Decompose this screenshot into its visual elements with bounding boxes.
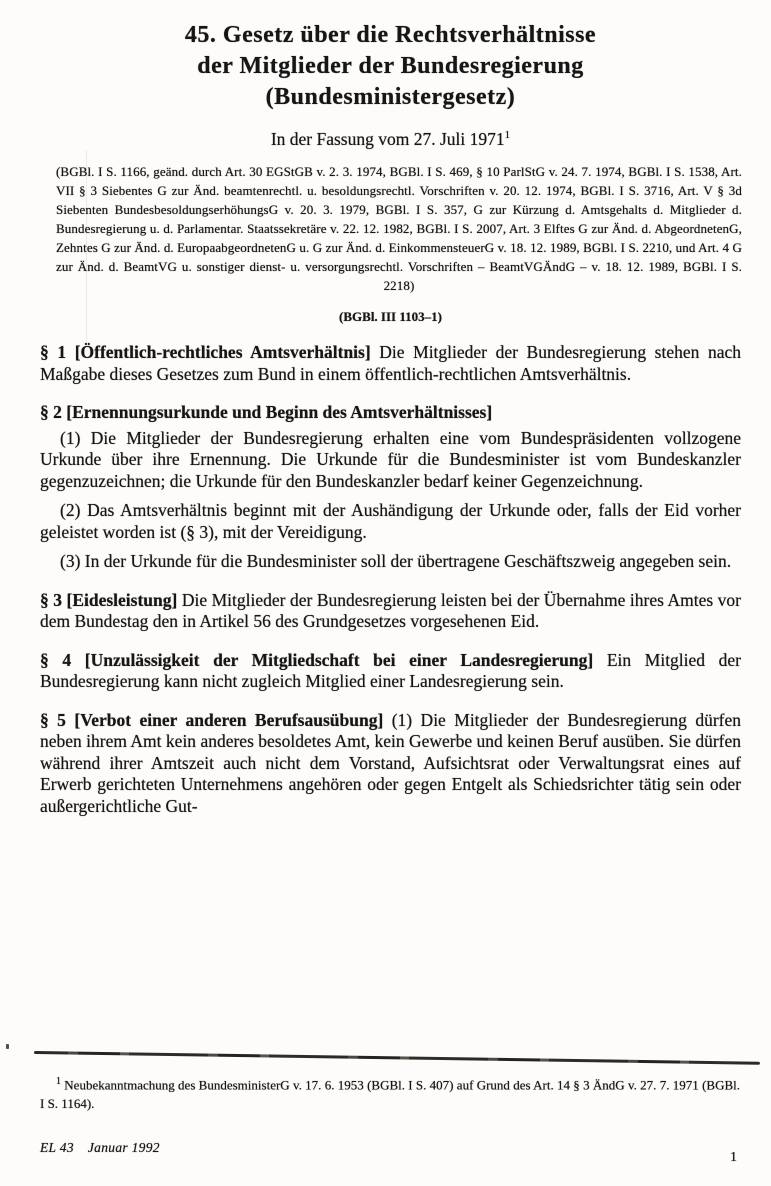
section-5-number: § 5 [40, 709, 66, 730]
footnote-reference-mark: 1 [504, 129, 511, 142]
law-title-line-1: 45. Gesetz über die Rechtsverhältnisse [184, 22, 597, 48]
footnote-number: 1 [56, 1076, 61, 1087]
scan-fold-artifact [86, 150, 87, 345]
section-3-text: Die Mitglieder der Bundesregierung leisten bei der Übernahme ihres Amtes vor dem Bundestag den in Artikel 56 des Grundgesetzes vorgesehenen Eid. [40, 589, 741, 631]
section-1-heading: [Öffentlich-rechtliches Amtsverhältnis] [74, 342, 371, 362]
footnote-text: Neubekanntmachung des BundesministerG v. 17. 6. 1953 (BGBl. I S. 407) auf Grund des Art. 14 § 3 ÄndG v. 27. 7. 1971 (BGBl. I S. 1164). [40, 1077, 740, 1112]
scan-speck-artifact [6, 1044, 9, 1049]
edition-date: Januar 1992 [87, 1140, 160, 1155]
section-2-heading: [Ernennungsurkunde und Beginn des Amtsverhältnisses] [66, 402, 493, 422]
section-4-text: Ein Mitglied der Bundesregierung kann nicht zugleich Mitglied einer Landesregierung sein. [40, 649, 742, 691]
section-4-number: § 4 [40, 649, 72, 670]
section-5 [40, 710, 741, 818]
bgbl-classification: (BGBl. III 1103–1) [339, 309, 442, 324]
footnote-separator-line [34, 1051, 760, 1065]
section-5-heading: [Verbot einer anderen Berufsausübung] [74, 709, 384, 730]
edition-number: EL 43 [40, 1140, 74, 1155]
section-2-number: § 2 [40, 402, 62, 422]
section-4 [40, 650, 741, 693]
edition-label [40, 1140, 160, 1156]
section-5-text: (1) Die Mitglieder der Bundesregierung dürfen neben ihrem Amt kein anderes besoldetes Amt, kein Gewerbe und keinen Beruf ausüben. Sie dürfen während ihrer Amtszeit auch nicht dem Vorstand, Aufsichtsrat oder Verwaltungsrat eines auf Erwerb gerichteten Unternehmens angehören oder gegen Entgelt als Schiedsrichter tätig sein oder außergerichtliche Gut- [40, 709, 741, 816]
section-2-paragraph-2: (2) Das Amtsverhältnis beginnt mit der Aushändigung der Urkunde oder, falls der Eid vorher geleistet worden ist (§ 3), mit der Vereidigung. [40, 500, 741, 542]
section-2-paragraph-3: (3) In der Urkunde für die Bundesminister soll der übertragene Geschäftszweig angegeben sein. [60, 551, 732, 571]
page-footnote [40, 1072, 740, 1113]
amendment-citation: (BGBl. I S. 1166, geänd. durch Art. 30 EGStGB v. 2. 3. 1974, BGBl. I S. 469, § 10 ParlStG v. 24. 7. 1974, BGBl. I S. 1538, Art. VII § 3 Siebentes G zur Änd. beamtenrechtl. u. besoldungsrechtl. Vorschriften v. 20. 12. 1974, BGBl. I S. 3716, Art. V § 3d Siebenten BundesbesoldungserhöhungsG v. 20. 3. 1979, BGBl. I S. 357, G zur Kürzung d. Amtsgehalts d. Mitglieder d. Bundesregierung u. d. Parlamentar. Staatssekretäre v. 22. 12. 1982, BGBl. I S. 2007, Art. 3 Elftes G zur Änd. d. AbgeordnetenG, Zehntes G zur Änd. d. EuropaabgeordnetenG u. G zur Änd. d. EinkommensteuerG v. 18. 12. 1989, BGBl. I S. 2210, und Art. 4 G zur Änd. d. BeamtVG u. sonstiger dienst- u. versorgungsrechtl. Vorschriften – BeamtVGÄndG – v. 18. 12. 1989, BGBl. I S. 2218) [56, 164, 742, 293]
law-body [40, 342, 741, 817]
page-footer [40, 1140, 737, 1166]
section-2-paragraph-1: (1) Die Mitglieder der Bundesregierung erhalten eine vom Bundespräsidenten vollzogene Urkunde über ihre Ernennung. Die Urkunde für die Bundesminister ist vom Bundeskanzler gegenzuzeichnen; die Urkunde für den Bundeskanzler bedarf keiner Gegenzeichnung. [40, 427, 741, 491]
section-3-heading: [Eidesleistung] [66, 589, 178, 610]
law-title-line-2: der Mitglieder der Bundesregierung [197, 53, 584, 79]
subtitle-text: In der Fassung vom 27. Juli 1971 [270, 129, 505, 149]
law-title [40, 20, 741, 113]
section-3-number: § 3 [40, 589, 62, 610]
section-1-text: Die Mitglieder der Bundesregierung stehen nach Maßgabe dieses Gesetzes zum Bund in einem öffentlich-rechtlichen Amtsverhältnis. [40, 342, 742, 384]
section-2 [40, 402, 741, 573]
law-title-line-3: (Bundesministergesetz) [265, 84, 516, 110]
page-number: 1 [730, 1150, 737, 1165]
law-subtitle [40, 129, 741, 150]
section-4-heading: [Unzulässigkeit der Mitgliedschaft bei einer Landesregierung] [84, 649, 594, 670]
section-1 [40, 342, 741, 385]
section-1-number: § 1 [40, 342, 67, 362]
section-3 [40, 590, 741, 633]
